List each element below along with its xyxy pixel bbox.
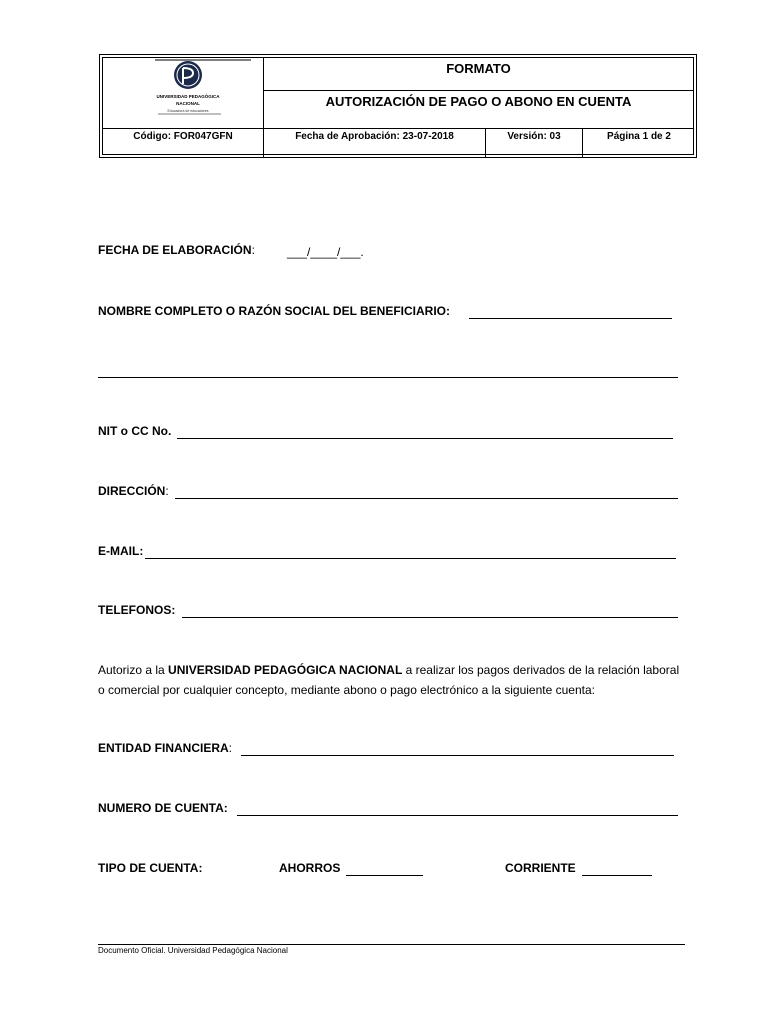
document-title: AUTORIZACIÓN DE PAGO O ABONO EN CUENTA	[325, 94, 632, 109]
fecha-separator: :	[251, 243, 255, 257]
direccion-field	[98, 484, 169, 498]
nombre-blank-line[interactable]	[469, 318, 672, 319]
fecha-label: FECHA DE ELABORACIÓN	[98, 243, 252, 257]
telefonos-label: TELEFONOS:	[98, 603, 176, 617]
numero-cuenta-label: NUMERO DE CUENTA:	[98, 801, 228, 815]
version-cell: Versión: 03	[486, 129, 583, 157]
paragraph-part-2: a realizar los pagos derivados de la relación laboral o comercial por cualquier concepto, mediante abono o pago electrónico a la siguiente cuenta:	[98, 663, 680, 697]
paragraph-part-1: Autorizo a la	[98, 663, 169, 677]
page-number-cell: Página 1 de 2	[607, 131, 671, 142]
direccion-blank-line[interactable]	[175, 498, 678, 499]
email-label: E-MAIL:	[98, 544, 144, 558]
entidad-blank-line[interactable]	[241, 755, 674, 756]
metadata-row	[103, 128, 693, 157]
header-inner-frame	[102, 57, 694, 155]
authorization-paragraph	[98, 660, 688, 700]
nit-label: NIT o CC No.	[98, 424, 172, 438]
document-header	[99, 54, 697, 158]
telefonos-blank-line[interactable]	[182, 617, 678, 618]
ahorros-label: AHORROS	[279, 861, 341, 875]
approval-date-cell: Fecha de Aprobación: 23-07-2018	[264, 129, 486, 157]
logo-text-1: UNIVERSIDAD PEDAGÓGICA	[156, 94, 220, 99]
paragraph-university-name: UNIVERSIDAD PEDAGÓGICA NACIONAL	[168, 663, 403, 677]
logo-text-3: Educadora de educadores	[167, 109, 209, 113]
document-type-title: FORMATO	[264, 58, 693, 91]
entidad-label: ENTIDAD FINANCIERA	[98, 741, 229, 755]
tipo-cuenta-label: TIPO DE CUENTA:	[98, 861, 203, 875]
corriente-blank-line[interactable]	[582, 875, 652, 876]
footer-divider	[98, 944, 685, 945]
fecha-blank[interactable]: ___/____/___.	[287, 245, 364, 259]
nombre-label: NOMBRE COMPLETO O RAZÓN SOCIAL DEL BENEFICIARIO:	[98, 304, 451, 318]
corriente-label: CORRIENTE	[505, 861, 576, 875]
logo-cell	[103, 58, 264, 128]
direccion-label: DIRECCIÓN	[98, 484, 166, 498]
email-blank-line[interactable]	[145, 558, 676, 559]
entidad-field	[98, 741, 232, 755]
fecha-field	[98, 243, 255, 257]
numero-cuenta-blank-line[interactable]	[237, 815, 678, 816]
logo-text-2: NACIONAL	[176, 101, 200, 106]
nombre-continuation-line[interactable]	[98, 377, 678, 378]
entidad-separator: :	[228, 741, 233, 755]
code-cell: Código: FOR047GFN	[103, 129, 264, 157]
direccion-separator: :	[165, 484, 169, 498]
university-logo	[103, 58, 263, 128]
ahorros-blank-line[interactable]	[346, 875, 423, 876]
footer-text: Documento Oficial. Universidad Pedagógica Nacional	[98, 946, 288, 955]
nit-blank-line[interactable]	[177, 438, 673, 439]
